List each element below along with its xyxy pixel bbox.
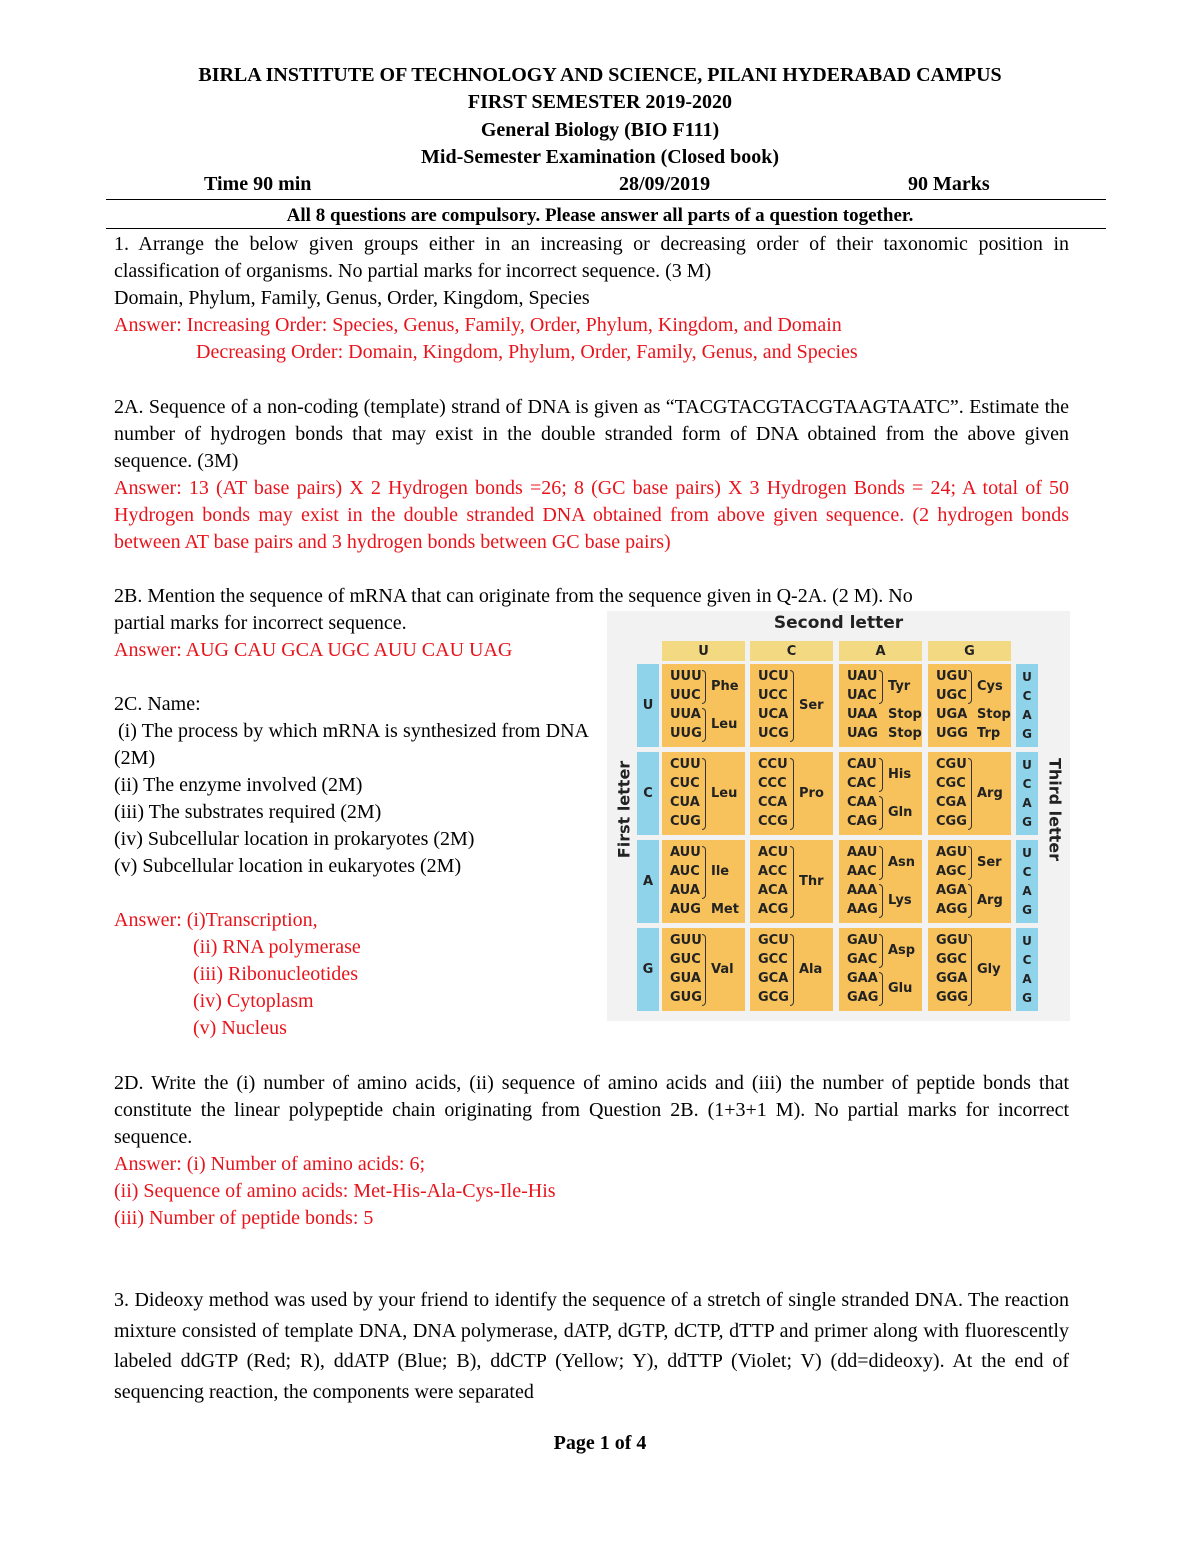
q2c-item-ii: (ii) The enzyme involved (2M) [114,774,363,796]
amino-acid-label: Leu [711,716,738,732]
q2c-title: 2C. Name: [114,693,201,715]
amino-acid-label: Cys [977,678,1003,694]
codon: UCG [758,726,789,741]
amino-acid-label: Phe [711,678,739,694]
amino-acid-label: Tyr [888,678,911,694]
codon: CAU [847,757,877,772]
codon: CUA [670,795,700,810]
codon: GGU [936,933,968,948]
codon-bracket [702,708,706,742]
second-letter-header: C [750,641,833,661]
codon: CGU [936,757,967,772]
exam-date: 28/09/2019 [619,173,711,195]
codon: GGG [936,990,969,1005]
third-letter-base: A [1022,884,1032,898]
codon-bracket [702,846,706,899]
codon-bracket [879,670,883,704]
codon-bracket [968,884,972,918]
codon: CUG [670,814,701,829]
exam-title: Mid-Semester Examination (Closed book) [421,146,779,168]
first-letter-header: C [637,752,659,835]
codon: CGA [936,795,967,810]
codon: GUU [670,933,702,948]
amino-acid-label: Ser [977,854,1002,870]
page-number: Page 1 of 4 [553,1432,647,1454]
codon: UUC [670,688,701,703]
codon: GUG [670,990,702,1005]
third-letter-base: C [1022,953,1032,967]
q1-groups: Domain, Phylum, Family, Genus, Order, Kingdom, Species [114,287,590,309]
codon: CAA [847,795,877,810]
codon: GAG [847,990,879,1005]
first-letter-header: U [637,664,659,747]
codon: AAG [847,902,878,917]
q2b-text-line2: partial marks for incorrect sequence. [114,612,407,634]
amino-acid-label: Leu [711,785,738,801]
q2c-answer-i: Answer: (i)Transcription, [114,909,318,931]
q2a-text: 2A. Sequence of a non-coding (template) strand of DNA is given as “TACGTACGTACGTAAGTAATC”. Estimate the number of hydrogen bonds that may exist in the double stranded form of DNA obtained from the above given sequence. (3M) [114,396,1069,472]
q2d-answer-i: Answer: (i) Number of amino acids: 6; [114,1153,426,1175]
codon: GCA [758,971,789,986]
q2c-answer-iii: (iii) Ribonucleotides [193,963,358,985]
third-letter-base: G [1022,991,1032,1005]
q2c-item-v: (v) Subcellular location in eukaryotes (2M) [114,855,462,877]
second-letter-label: Second letter [773,613,904,633]
codon: CCU [758,757,788,772]
amino-acid-label: Pro [799,785,824,801]
codon: GUC [670,952,701,967]
q1-text: 1. Arrange the below given groups either in an increasing or decreasing order of their taxonomic position in classification of organisms. No partial marks for incorrect sequence. (3 M) [114,233,1069,282]
third-letter-column [1016,928,1038,1011]
codon: AAC [847,864,877,879]
exam-meta-row [0,173,1200,200]
amino-acid-label: Thr [799,873,824,889]
third-letter-base: G [1022,727,1032,741]
amino-acid-label: Gly [977,961,1001,977]
codon: GGC [936,952,967,967]
exam-time: Time 90 min [204,173,312,195]
amino-acid-label: Asn [888,854,916,870]
codon: UGA [936,707,968,722]
codon-bracket [968,758,972,830]
codon: AUA [670,883,700,898]
codon: CCG [758,814,788,829]
codon: CUU [670,757,701,772]
instructions-divider [106,228,1106,229]
second-letter-header: G [928,641,1011,661]
codon-bracket [790,670,794,742]
third-letter-base: A [1022,708,1032,722]
codon: AUC [670,864,700,879]
third-letter-base: U [1022,846,1032,860]
codon: CGG [936,814,967,829]
codon: GGA [936,971,968,986]
third-letter-base: C [1022,689,1032,703]
q2d-text: 2D. Write the (i) number of amino acids, (ii) sequence of amino acids and (iii) the number of peptide bonds that constitute the linear polypeptide chain originating from Question 2B. (1+3+1 M). No partial marks for incorrect sequence. [114,1072,1069,1148]
amino-acid-label: Stop [977,707,1011,722]
codon: AUU [670,845,701,860]
codon: UGG [936,726,968,741]
codon-bracket [790,758,794,830]
codon: CGC [936,776,966,791]
amino-acid-label: Ala [799,961,823,977]
third-letter-base: A [1022,972,1032,986]
q2c-answer-ii: (ii) RNA polymerase [193,936,361,958]
semester-title: FIRST SEMESTER 2019-2020 [467,91,733,113]
codon: AGC [936,864,967,879]
codon: AAA [847,883,878,898]
codon: CAG [847,814,878,829]
q2d-answer-iii: (iii) Number of peptide bonds: 5 [114,1207,374,1229]
codon: GCU [758,933,789,948]
codon: UGU [936,669,968,684]
codon: CUC [670,776,700,791]
amino-acid-label: Gln [888,804,913,820]
first-letter-header: G [637,928,659,1011]
course-title: General Biology (BIO F111) [480,119,720,141]
codon: ACG [758,902,789,917]
q2d-answer-ii: (ii) Sequence of amino acids: Met-His-Ala-Cys-Ile-His [114,1180,556,1202]
q3-text: 3. Dideoxy method was used by your friend to identify the sequence of a stretch of single stranded DNA. The reaction mixture consisted of template DNA, DNA polymerase, dATP, dGTP, dCTP, dTTP and primer along with fluorescently labeled ddGTP (Red; R), ddATP (Blue; B), ddCTP (Yellow; Y), ddTTP (Violet; V) (dd=dideoxy). At the end of sequencing reaction, the components were separated [114,1289,1069,1403]
third-letter-base: A [1022,796,1032,810]
q2c-item-iii: (iii) The substrates required (2M) [114,801,382,823]
amino-acid-label: His [888,766,912,782]
instructions: All 8 questions are compulsory. Please answer all parts of a question together. [286,205,914,226]
codon: ACU [758,845,789,860]
codon-bracket [790,934,794,1006]
third-letter-base: U [1022,758,1032,772]
codon: UUU [670,669,702,684]
codon: UCA [758,707,789,722]
codon: CAC [847,776,877,791]
codon: CCA [758,795,788,810]
codon: AUG [670,902,701,917]
codon-bracket [790,846,794,918]
codon: UAC [847,688,877,703]
codon-bracket [879,934,883,968]
second-letter-header: U [662,641,745,661]
codon-bracket [702,670,706,704]
codon: UAG [847,726,878,741]
codon-bracket [968,670,972,704]
codon: GAU [847,933,878,948]
codon-bracket [879,846,883,880]
codon: UAA [847,707,878,722]
q1-answer-decreasing: Decreasing Order: Domain, Kingdom, Phylum, Order, Family, Genus, and Species [196,341,858,363]
institute-name: BIRLA INSTITUTE OF TECHNOLOGY AND SCIENCE, PILANI HYDERABAD CAMPUS [198,64,1002,86]
q2c-answer-iv: (iv) Cytoplasm [193,990,314,1012]
codon: GCC [758,952,788,967]
amino-acid-label: Arg [977,892,1003,908]
codon: GUA [670,971,701,986]
genetic-code-table [607,611,1070,1021]
amino-acid-label: Met [711,902,739,917]
codon: UCC [758,688,788,703]
third-letter-base: G [1022,815,1032,829]
third-letter-column [1016,664,1038,747]
exam-marks: 90 Marks [908,173,990,195]
codon: AGA [936,883,967,898]
third-letter-base: U [1022,934,1032,948]
second-letter-header: A [839,641,922,661]
amino-acid-label: Arg [977,785,1003,801]
first-letter-header: A [637,840,659,923]
codon: GAC [847,952,878,967]
amino-acid-label: Asp [888,942,916,958]
third-letter-label: Third letter [1045,757,1065,862]
amino-acid-label: Glu [888,980,913,996]
codon: ACA [758,883,788,898]
codon-bracket [879,884,883,918]
codon: GCG [758,990,789,1005]
third-letter-column [1016,752,1038,835]
first-letter-label: First letter [614,760,634,859]
q2c-item-iv: (iv) Subcellular location in prokaryotes (2M) [114,828,475,850]
codon: GAA [847,971,878,986]
q2a-answer: Answer: 13 (AT base pairs) X 2 Hydrogen bonds =26; 8 (GC base pairs) X 3 Hydrogen Bonds = 24; A total of 50 Hydrogen bonds may exist in the double stranded DNA obtained from above given sequence. (2 hydrogen bonds between AT base pairs and 3 hydrogen bonds between GC base pairs) [114,477,1069,553]
amino-acid-label: Lys [888,892,912,908]
q2c-item-i: (i) The process by which mRNA is synthesized from DNA (2M) [114,720,589,769]
header-divider [106,199,1106,200]
codon-bracket [968,934,972,1006]
codon-bracket [879,758,883,792]
codon: UGC [936,688,967,703]
codon-bracket [702,934,706,1006]
third-letter-base: C [1022,777,1032,791]
amino-acid-label: Stop [888,707,922,722]
codon-bracket [702,758,706,830]
amino-acid-label: Stop [888,726,922,741]
amino-acid-label: Ile [711,864,730,879]
q1-answer-increasing: Answer: Increasing Order: Species, Genus, Family, Order, Phylum, Kingdom, and Domain [114,314,842,336]
third-letter-base: C [1022,865,1032,879]
amino-acid-label: Val [711,961,734,977]
amino-acid-label: Trp [977,726,1001,741]
q2c-answer-v: (v) Nucleus [193,1017,287,1039]
codon: AGU [936,845,968,860]
codon: UCU [758,669,789,684]
codon: UUG [670,726,702,741]
third-letter-base: G [1022,903,1032,917]
codon-bracket [968,846,972,880]
codon: AGG [936,902,968,917]
third-letter-base: U [1022,670,1032,684]
codon: CCC [758,776,787,791]
codon: UAU [847,669,878,684]
third-letter-column [1016,840,1038,923]
q2b-text-line1: 2B. Mention the sequence of mRNA that can originate from the sequence given in Q-2A. (2 M). No [114,585,913,607]
q2b-answer: Answer: AUG CAU GCA UGC AUU CAU UAG [114,639,513,661]
codon: ACC [758,864,788,879]
codon: AAU [847,845,878,860]
codon-bracket [879,972,883,1006]
codon-bracket [879,796,883,830]
amino-acid-label: Ser [799,697,824,713]
codon: UUA [670,707,701,722]
